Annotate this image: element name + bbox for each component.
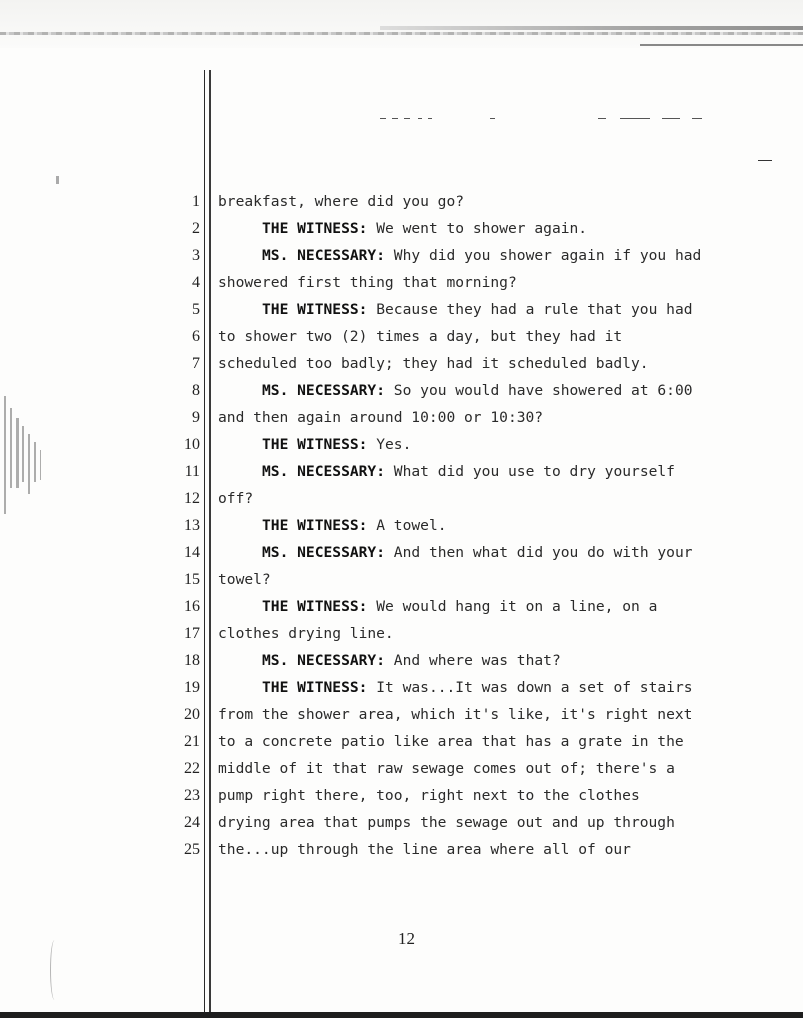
spoken-text: It was...It was down a set of stairs	[367, 679, 693, 696]
speaker-label: THE WITNESS:	[262, 679, 368, 696]
transcript-line	[0, 431, 803, 458]
transcript-line	[0, 836, 803, 863]
line-text	[218, 404, 543, 431]
transcript-line	[0, 809, 803, 836]
transcript-line	[0, 701, 803, 728]
speaker-label: MS. NECESSARY:	[262, 544, 386, 561]
transcript-line	[0, 566, 803, 593]
spoken-text: the...up through the line area where all of our	[218, 841, 631, 858]
line-text	[218, 350, 649, 377]
line-number: 3	[192, 247, 200, 264]
spoken-text: off?	[218, 490, 254, 507]
line-number: 17	[184, 625, 200, 642]
speaker-label: THE WITNESS:	[262, 220, 368, 237]
transcript-line	[0, 215, 803, 242]
speaker-label: THE WITNESS:	[262, 598, 368, 615]
line-text	[262, 674, 693, 701]
line-text	[218, 809, 675, 836]
spoken-text: breakfast, where did you go?	[218, 193, 465, 210]
spoken-text: We would hang it on a line, on a	[367, 598, 658, 615]
speaker-label: MS. NECESSARY:	[262, 652, 386, 669]
transcript-line	[0, 323, 803, 350]
spoken-text: And then what did you do with your	[385, 544, 693, 561]
spoken-text: and then again around 10:00 or 10:30?	[218, 409, 544, 426]
speaker-label: MS. NECESSARY:	[262, 463, 386, 480]
spoken-text: to shower two (2) times a day, but they had it	[218, 328, 623, 345]
transcript-line	[0, 350, 803, 377]
spoken-text: Because they had a rule that you had	[367, 301, 693, 318]
spoken-text: showered first thing that morning?	[218, 274, 517, 291]
transcript-line	[0, 674, 803, 701]
speaker-label: MS. NECESSARY:	[262, 382, 386, 399]
spoken-text: And where was that?	[385, 652, 561, 669]
transcript-line	[0, 647, 803, 674]
line-text	[218, 269, 517, 296]
line-number: 2	[192, 220, 200, 237]
line-text	[218, 566, 271, 593]
scan-artifact-line	[640, 44, 803, 46]
line-number: 7	[192, 355, 200, 372]
spoken-text: Yes.	[367, 436, 412, 453]
line-text	[262, 512, 447, 539]
line-text	[218, 701, 692, 728]
line-number: 13	[184, 517, 200, 534]
line-number: 21	[184, 733, 200, 750]
spoken-text: A towel.	[367, 517, 447, 534]
line-number: 16	[184, 598, 200, 615]
spoken-text: to a concrete patio like area that has a grate in the	[218, 733, 684, 750]
scan-artifact-line	[0, 32, 803, 35]
transcript-body	[0, 188, 803, 863]
spoken-text: drying area that pumps the sewage out and up through	[218, 814, 675, 831]
header-tick	[758, 160, 772, 161]
spoken-text: from the shower area, which it's like, it's right next	[218, 706, 693, 723]
spoken-text: What did you use to dry yourself	[385, 463, 675, 480]
spoken-text: Why did you shower again if you had	[385, 247, 702, 264]
transcript-line	[0, 782, 803, 809]
line-text	[262, 296, 693, 323]
line-number: 14	[184, 544, 200, 561]
speaker-label: THE WITNESS:	[262, 517, 368, 534]
spoken-text: pump right there, too, right next to the clothes	[218, 787, 640, 804]
line-text	[218, 782, 640, 809]
transcript-line	[0, 728, 803, 755]
header-dashes	[380, 112, 720, 126]
transcript-line	[0, 296, 803, 323]
line-text	[262, 377, 693, 404]
line-text	[218, 728, 684, 755]
line-number: 15	[184, 571, 200, 588]
speaker-label: MS. NECESSARY:	[262, 247, 386, 264]
line-number: 1	[192, 193, 200, 210]
spoken-text: We went to shower again.	[367, 220, 588, 237]
line-number: 18	[184, 652, 200, 669]
transcript-line	[0, 620, 803, 647]
line-number: 11	[184, 463, 200, 480]
transcript-line	[0, 512, 803, 539]
line-number: 5	[192, 301, 200, 318]
line-text	[218, 620, 394, 647]
line-number: 10	[184, 436, 200, 453]
line-text	[218, 188, 464, 215]
speaker-label: THE WITNESS:	[262, 301, 368, 318]
line-text	[262, 242, 701, 269]
transcript-line	[0, 539, 803, 566]
line-text	[262, 215, 587, 242]
line-text	[262, 431, 411, 458]
line-number: 12	[184, 490, 200, 507]
spoken-text: towel?	[218, 571, 271, 588]
scan-artifact-curve	[50, 940, 59, 1000]
line-number: 4	[192, 274, 200, 291]
scan-artifact-line	[380, 26, 803, 30]
line-number: 23	[184, 787, 200, 804]
transcript-line	[0, 755, 803, 782]
speaker-label: THE WITNESS:	[262, 436, 368, 453]
spoken-text: So you would have showered at 6:00	[385, 382, 693, 399]
line-number: 8	[192, 382, 200, 399]
line-number: 24	[184, 814, 200, 831]
transcript-line	[0, 593, 803, 620]
scan-artifact-dot	[56, 176, 59, 184]
spoken-text: scheduled too badly; they had it scheduled badly.	[218, 355, 649, 372]
line-number: 22	[184, 760, 200, 777]
transcript-line	[0, 404, 803, 431]
scan-artifact-bottom	[0, 1012, 803, 1018]
page-number: 12	[398, 929, 415, 948]
transcript-line	[0, 188, 803, 215]
line-text	[218, 485, 253, 512]
spoken-text: middle of it that raw sewage comes out of; there's a	[218, 760, 675, 777]
line-number: 6	[192, 328, 200, 345]
transcript-line	[0, 242, 803, 269]
line-text	[218, 836, 631, 863]
line-text	[218, 323, 622, 350]
line-text	[262, 647, 561, 674]
line-text	[218, 755, 675, 782]
spoken-text: clothes drying line.	[218, 625, 394, 642]
transcript-line	[0, 269, 803, 296]
line-number: 19	[184, 679, 200, 696]
line-number: 20	[184, 706, 200, 723]
transcript-line	[0, 458, 803, 485]
line-number: 9	[192, 409, 200, 426]
line-text	[262, 539, 693, 566]
line-text	[262, 593, 657, 620]
scan-artifact-top	[0, 0, 803, 48]
line-number: 25	[184, 841, 200, 858]
transcript-line	[0, 485, 803, 512]
transcript-line	[0, 377, 803, 404]
line-text	[262, 458, 675, 485]
